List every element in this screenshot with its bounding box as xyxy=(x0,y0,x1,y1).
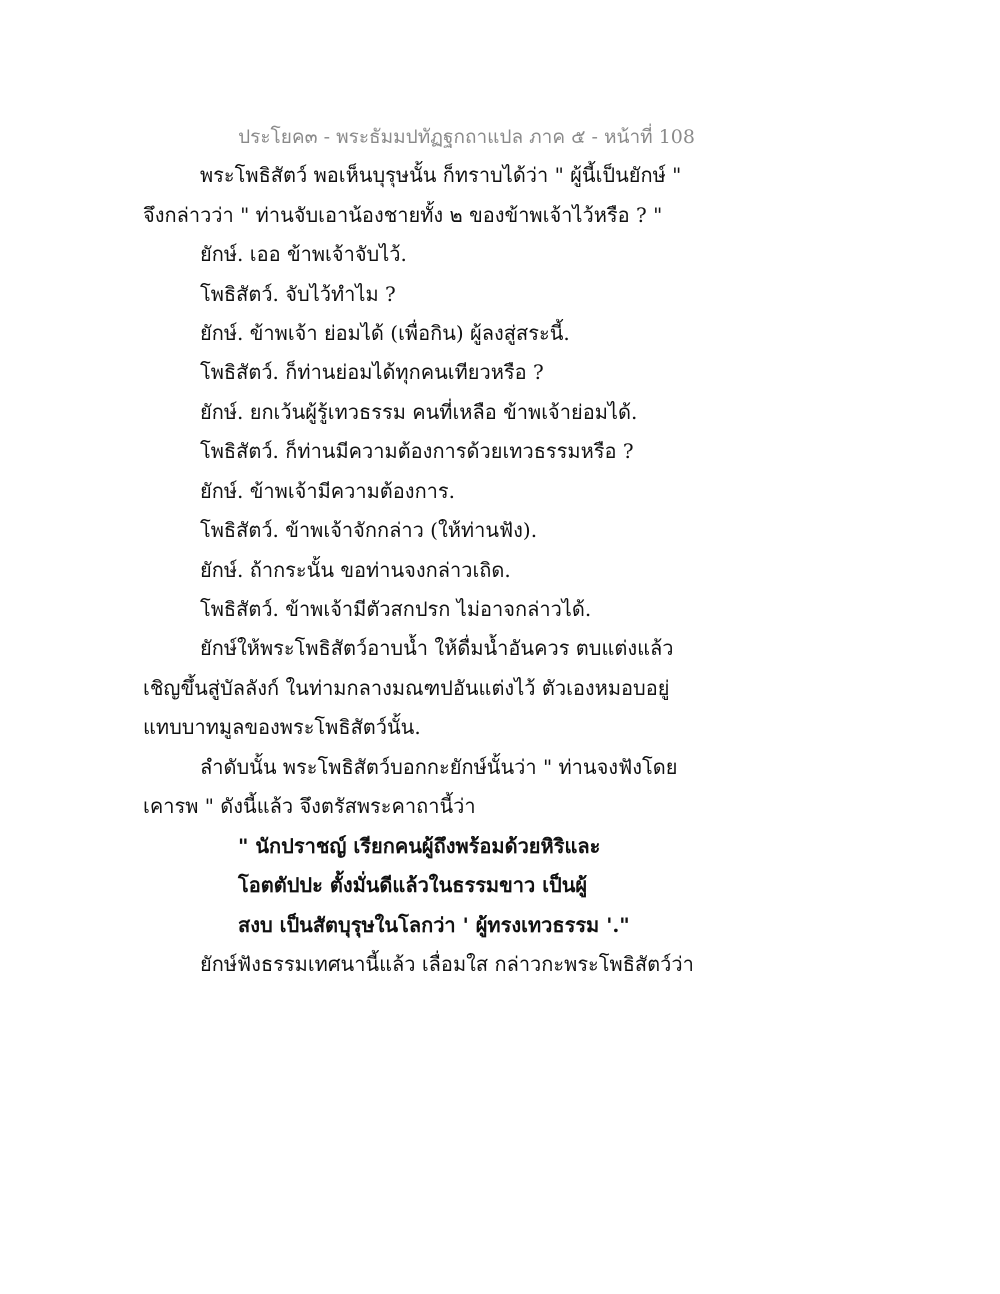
text-line: ลำดับนั้น พระโพธิสัตว์บอกกะยักษ์นั้นว่า " ท่านจงฟังโดย xyxy=(200,755,678,779)
text-line: เชิญขึ้นสู่บัลลังก์ ในท่ามกลางมณฑปอันแต่งไว้ ตัวเองหมอบอยู่ xyxy=(143,676,670,700)
text-line: ยักษ์ฟังธรรมเทศนานี้แล้ว เลื่อมใส กล่าวกะพระโพธิสัตว์ว่า xyxy=(200,952,694,976)
verse-line: สงบ เป็นสัตบุรุษในโลกว่า ' ผู้ทรงเทวธรรม '." xyxy=(238,913,630,937)
text-line: ยักษ์. ข้าพเจ้า ย่อมได้ (เพื่อกิน) ผู้ลงสู่สระนี้. xyxy=(200,321,570,345)
text-line: ยักษ์. ยกเว้นผู้รู้เทวธรรม คนที่เหลือ ข้าพเจ้าย่อมได้. xyxy=(200,400,638,424)
text-line: จึงกล่าวว่า " ท่านจับเอาน้องชายทั้ง ๒ ของข้าพเจ้าไว้หรือ ? " xyxy=(143,203,663,227)
text-line: ยักษ์. เออ ข้าพเจ้าจับไว้. xyxy=(200,242,407,266)
running-header: ประโยค๓ - พระธัมมปทัฏฐกถาแปล ภาค ๕ - หน้าที่ 108 xyxy=(238,126,695,148)
text-line: ยักษ์. ถ้ากระนั้น ขอท่านจงกล่าวเถิด. xyxy=(200,558,511,582)
text-line: โพธิสัตว์. ก็ท่านมีความต้องการด้วยเทวธรรมหรือ ? xyxy=(200,439,634,463)
text-line: โพธิสัตว์. ข้าพเจ้าจักกล่าว (ให้ท่านฟัง). xyxy=(200,518,538,542)
text-line: โพธิสัตว์. ก็ท่านย่อมได้ทุกคนเทียวหรือ ? xyxy=(200,360,544,384)
text-line: โพธิสัตว์. จับไว้ทำไม ? xyxy=(200,282,396,306)
text-line: พระโพธิสัตว์ พอเห็นบุรุษนั้น ก็ทราบได้ว่า " ผู้นี้เป็นยักษ์ " xyxy=(200,163,682,187)
text-line: ยักษ์. ข้าพเจ้ามีความต้องการ. xyxy=(200,479,456,503)
text-line: แทบบาทมูลของพระโพธิสัตว์นั้น. xyxy=(143,715,421,739)
verse-line: โอตตัปปะ ตั้งมั่นดีแล้วในธรรมขาว เป็นผู้ xyxy=(238,873,588,897)
text-line: โพธิสัตว์. ข้าพเจ้ามีตัวสกปรก ไม่อาจกล่าวได้. xyxy=(200,597,592,621)
text-line: เคารพ " ดังนี้แล้ว จึงตรัสพระคาถานี้ว่า xyxy=(143,794,476,818)
text-line: ยักษ์ให้พระโพธิสัตว์อาบน้ำ ให้ดื่มน้ำอันควร ตบแต่งแล้ว xyxy=(200,636,674,660)
verse-line: " นักปราชญ์ เรียกคนผู้ถึงพร้อมด้วยหิริและ xyxy=(238,834,601,858)
